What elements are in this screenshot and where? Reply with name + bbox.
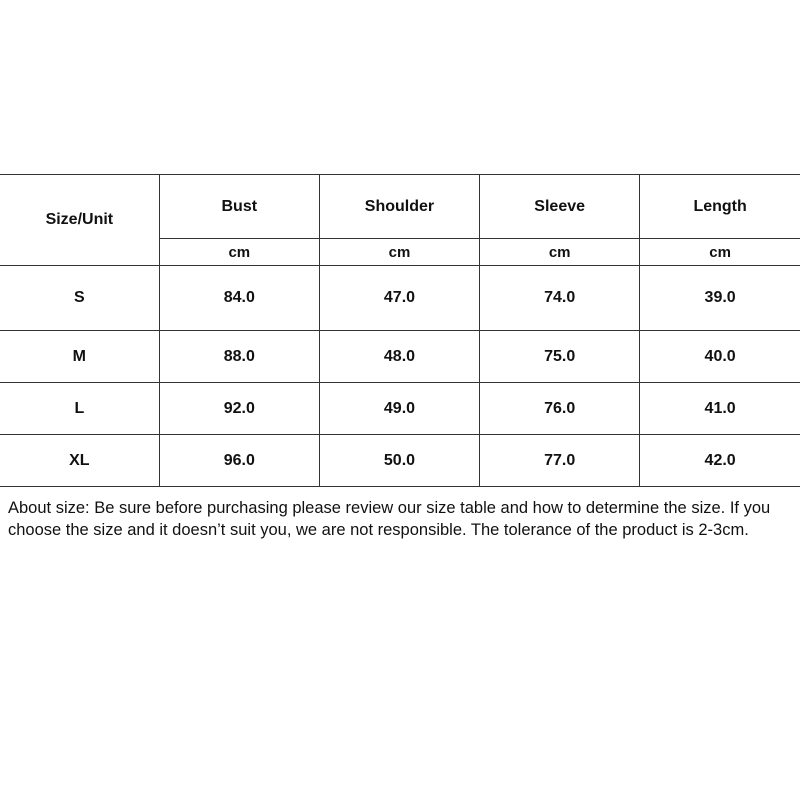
unit-sleeve: cm bbox=[480, 239, 640, 266]
header-row bbox=[0, 175, 800, 239]
table-cell: 41.0 bbox=[640, 383, 800, 435]
column-header-length: Length bbox=[640, 175, 800, 239]
table-cell: 39.0 bbox=[640, 266, 800, 331]
table-cell: 48.0 bbox=[319, 331, 479, 383]
table-cell: 92.0 bbox=[159, 383, 319, 435]
size-label: L bbox=[0, 383, 159, 435]
table-cell: 96.0 bbox=[159, 435, 319, 487]
size-note: About size: Be sure before purchasing please review our size table and how to determine the size. If you choose the size and it doesn’t suit you, we are not responsible. The tolerance of the product is 2-3cm. bbox=[8, 499, 771, 539]
table-cell: 75.0 bbox=[480, 331, 640, 383]
size-chart-table bbox=[0, 174, 800, 487]
column-header-shoulder: Shoulder bbox=[319, 175, 479, 239]
table-cell: 77.0 bbox=[480, 435, 640, 487]
table-cell: 84.0 bbox=[159, 266, 319, 331]
table-cell: 49.0 bbox=[319, 383, 479, 435]
table-row-m bbox=[0, 331, 800, 383]
column-header-sleeve: Sleeve bbox=[480, 175, 640, 239]
table-cell: 47.0 bbox=[319, 266, 479, 331]
table-cell: 74.0 bbox=[480, 266, 640, 331]
table-row-s bbox=[0, 266, 800, 331]
table-cell: 42.0 bbox=[640, 435, 800, 487]
column-header-bust: Bust bbox=[159, 175, 319, 239]
table-row-xl bbox=[0, 435, 800, 487]
table-row-l bbox=[0, 383, 800, 435]
size-label: S bbox=[0, 266, 159, 331]
size-unit-header: Size/Unit bbox=[0, 175, 159, 266]
table-cell: 76.0 bbox=[480, 383, 640, 435]
unit-bust: cm bbox=[159, 239, 319, 266]
size-label: XL bbox=[0, 435, 159, 487]
size-label: M bbox=[0, 331, 159, 383]
table-cell: 88.0 bbox=[159, 331, 319, 383]
unit-length: cm bbox=[640, 239, 800, 266]
table-cell: 50.0 bbox=[319, 435, 479, 487]
table-cell: 40.0 bbox=[640, 331, 800, 383]
unit-shoulder: cm bbox=[319, 239, 479, 266]
